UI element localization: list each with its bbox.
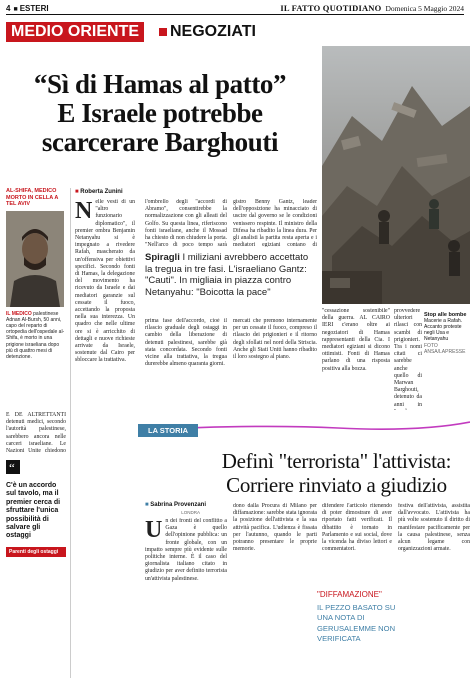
column-text: difendere l'articolo ritenendo di poter dimostrare di aver riportato fatti verificati. Il dibattito è tornato in Parlamento e sui social, dove la vicenda ha diviso lettori e commentatori.: [322, 503, 392, 553]
article-subheadline: [145, 252, 317, 298]
column-text: dono dalla Procura di Milano per diffamazione: sarebbe stata ignorata la posizione dell'attivista e la sua attività pacifica. L'udienza è fissata per l'autunno, quando le parti potranno presentare le proprie memorie.: [233, 503, 317, 553]
article-column: [145, 199, 227, 247]
headline-line: scarcerare Barghouti: [41, 127, 279, 157]
story-column: [233, 503, 317, 678]
masthead: IL FATTO QUOTIDIANO: [280, 3, 382, 13]
subhead-lead: Spiragli: [145, 252, 180, 263]
issue-date: Domenica 5 Maggio 2024: [385, 4, 464, 13]
sidebar-quote-text: C'è un accordo sul tavolo, ma il premier cerca di sfruttare l'unica possibilità di salvare gli ostaggi: [6, 482, 61, 540]
topic-kicker: NEGOZIATI: [170, 23, 256, 40]
byline-last: Zunini: [104, 189, 123, 195]
headline-line: Corriere rinviato a giudizio: [226, 473, 447, 497]
column-text: provvedere ulteriori rilasci con scambi di prigionieri. Tra i nomi citati ci sarebbe anche quello di Marwan Barghouti, detenuto da anni in: [394, 308, 422, 408]
quote-icon: [6, 460, 20, 474]
sidebar-doctor-box: [6, 188, 66, 360]
article-column: [394, 308, 422, 410]
doctor-portrait: [6, 211, 64, 307]
column-text: elle vesti di un "altro funzionario diplomatico", il premier ombra Benjamin Netanyahu si è impegnato a rivedere Rafah, mascherato da un'offensiva per obiettivi specifici. Secondo fonti di Hamas, la delegazione del movimento ha ricevuto da Israele e dai mediatori garanzie sul cessate il fuoco, accettando la proposta nella sua interezza. Un quadro che nelle ultime ore si è arricchito di dettagli e nuove richieste arrivate da Israele, sostenute dal Cairo per sbloccare la trattativa.: [75, 199, 135, 364]
article-column: [75, 199, 135, 411]
story-headline: [203, 449, 470, 497]
article-column: [233, 318, 317, 410]
pull-quote: [317, 590, 407, 645]
sidebar-caption: [6, 311, 66, 361]
portrait-photo: [6, 211, 64, 307]
page-header: [6, 3, 464, 15]
byline-icon: ■: [75, 189, 79, 195]
pull-text: IL PEZZO BASATO SU UNA NOTA DI GERUSALEMME NON VERIFICATA: [317, 602, 396, 643]
caption-title: Stop alle bombe: [424, 312, 467, 318]
svg-text:“: “: [9, 460, 15, 474]
byline: [75, 189, 123, 195]
headline-line: Definì "terrorista" l'attivista:: [221, 449, 452, 473]
kicker-square-icon: [159, 28, 167, 36]
story-column: [145, 518, 227, 678]
byline-first: Sabrina: [150, 502, 173, 508]
column-text: gistro Benny Gantz, leader dell'opposizione ha minacciato di uscire dal governo se le condizioni venissero respinte. Il ministro della Difesa ha ribadito la linea dura. Per gli analisti la partita resta aperta e i mediatori egiziani contano di: [233, 199, 317, 247]
dateline: LONDRA: [181, 510, 200, 515]
section-name: ESTERI: [19, 4, 49, 13]
story-tag: LA STORIA: [138, 424, 198, 437]
column-divider: [70, 188, 71, 678]
headline-line: “Sì di Hamas al patto”: [33, 69, 287, 99]
column-text: prima fase dell'accordo, cioè il rilascio graduale degli ostaggi in cambio della liberazione di detenuti palestinesi, sarebbe già stata concordata. Secondo fonti vicine alla trattativa, la tregua durerebbe almeno quaranta giorni.: [145, 318, 227, 368]
caption-text: Macerie a Rafah. Accanto proteste negli Usa e Netanyahu: [424, 318, 463, 342]
byline-icon: ■: [145, 502, 149, 508]
subhead-text: I miliziani avrebbero accettato la tregua in tre fasi. L'israeliano Gantz: "Cauti". In migliaia in piazza contro Netanyahu: "Boicotta la pace": [145, 252, 309, 298]
column-text: festiva dell'attivista, assistita dall'avvocato. L'attivista ha più volte sostenuto il diritto di manifestare pacificamente per la causa palestinese, senza alcun legame con organizzazioni armate.: [398, 503, 470, 553]
section-kicker: MEDIO ORIENTE: [6, 22, 144, 42]
quote-attribution: Parenti degli ostaggi: [6, 547, 66, 557]
byline-last: Provenzani: [173, 502, 206, 508]
photo-caption: [424, 312, 470, 355]
page-number: 4: [6, 4, 11, 13]
caption-body: palestinese Adnan Al-Bursh, 50 anni, capo del reparto di ortopedia dell'ospedale al-Shifa, è morto in una prigione israeliana dopo più di quattro mesi di detenzione.: [6, 310, 65, 360]
column-text: E DE ALTRETTANTI detenuti medici, secondo l'autorità palestinese, sarebbero ancora nelle carceri israeliane. Le Nazioni Unite chiedono: [6, 412, 66, 454]
column-text: "cessazione sostenibile" della guerra. AL CAIRO IERI c'erano oltre ai negoziatori di Hamas rappresentanti della Cia. I mediatori egiziani si dicono ottimisti. Fonti di Hamas parlano di una risposta positiva alla bozza.: [322, 308, 390, 372]
rubble-photo: [322, 46, 470, 304]
main-photo: [322, 46, 470, 304]
caption-lead: IL MEDICO: [6, 310, 32, 317]
column-text: mercati che premono internamente per un cessate il fuoco, compreso il rilascio dei prigionieri e il ritorno degli sfollati nel nord della Striscia. Anche gli Stati Uniti hanno ribadito il loro sostegno al piano.: [233, 318, 317, 361]
article-column: [322, 308, 390, 410]
sidebar-quote-box: [6, 460, 66, 557]
sidebar-column: [6, 412, 66, 454]
drop-cap: U: [145, 518, 163, 543]
story-column: [322, 503, 392, 585]
drop-cap: N: [75, 199, 93, 224]
photo-credit: FOTO ANSA/LAPRESSE: [424, 343, 466, 355]
bullet-icon: ■: [13, 5, 18, 13]
headline-line: E Israele potrebbe: [57, 98, 263, 128]
story-byline: [145, 502, 206, 508]
story-column: [398, 503, 470, 678]
column-text: n dei fronti del conflitto a Gaza è quello dell'opinione pubblica: un fronte globale, con un impatto sempre più evidente sulle politiche interne. È il caso del giornalista italiano citato in giudizio per aver definito terrorista un'attivista palestinese.: [145, 518, 227, 582]
article-column: [233, 199, 317, 247]
pull-kicker: "DIFFAMAZIONE": [317, 590, 382, 599]
byline-first: Roberta: [80, 189, 103, 195]
column-text: l'ombrello degli "accordi di Abramo", consentirebbe la normalizzazione con gli alleati del Golfo. Su questa linea, riferiscono fonti israeliane, anche il Mossad ha chiesto di non chiudere la porta. "Nell'arco di poco tempo sarà: [145, 199, 227, 247]
sidebar-heading: AL-SHIFA, MEDICO MORTO IN CELLA A TEL AVIV: [6, 188, 59, 207]
main-headline: [20, 70, 300, 157]
article-column: [145, 318, 227, 410]
